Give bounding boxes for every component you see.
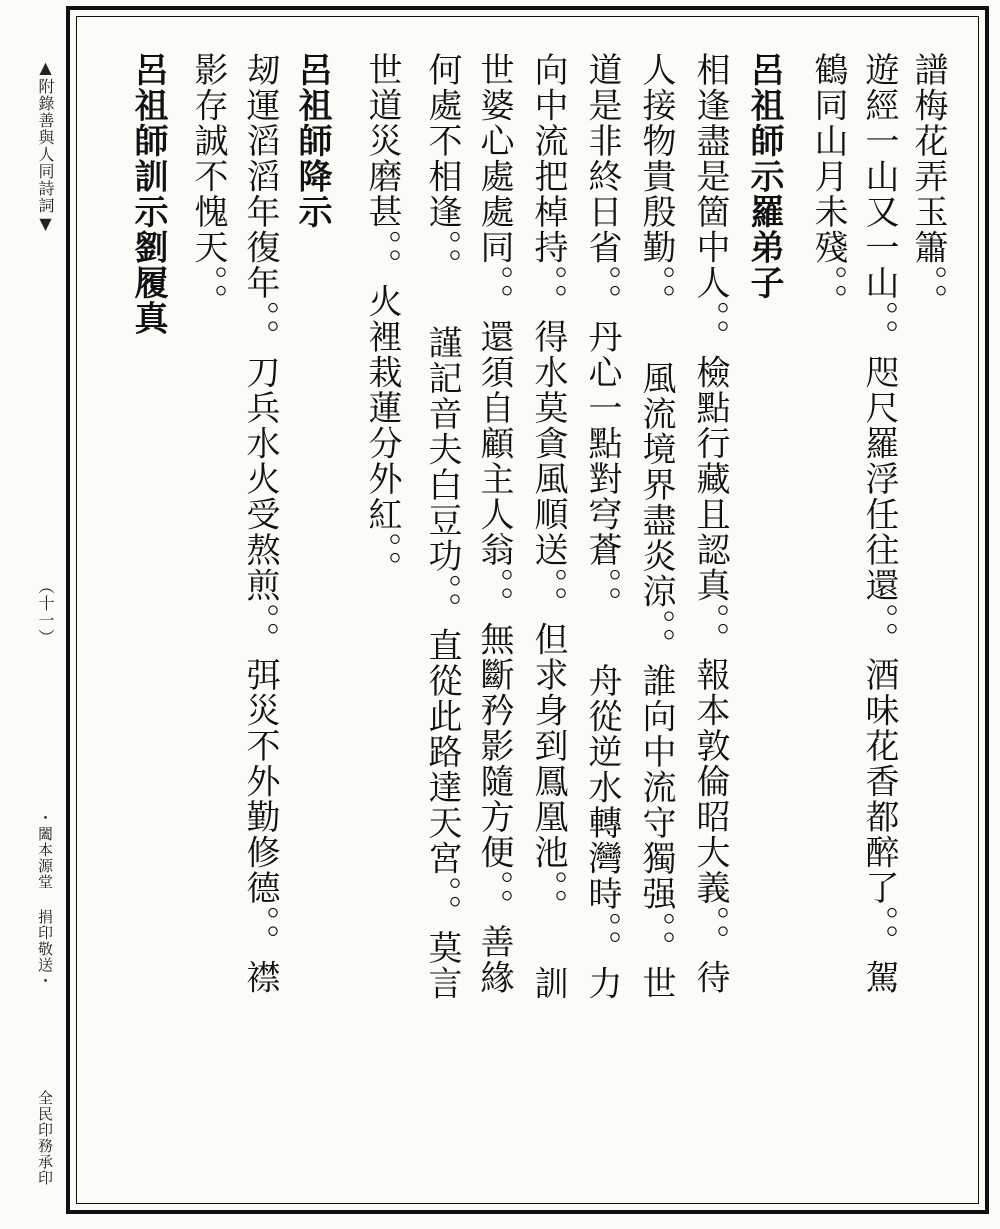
text-column-2: 遊經一山又一山。。咫尺羅浮任往還。。酒味花香都醉了。。駕 xyxy=(859,52,899,995)
poem-heading-1: 呂祖師示羅弟子 xyxy=(744,52,784,301)
text-column-13: 刼運滔滔年復年。。刀兵水火受熬煎。。弭災不外勤修德。。襟 xyxy=(240,52,280,995)
text-column-9: 世婆心處處同。。還須自顧主人翁。。無斷矜影隨方便。。善緣 xyxy=(474,52,514,995)
text-column-5: 相逢盡是箇中人。。檢點行藏且認真。。報本敦倫昭大義。。待 xyxy=(690,52,730,995)
text-column-1: 譜梅花弄玉簫。。 xyxy=(908,52,948,319)
text-column-3: 鶴同山月未殘。。 xyxy=(808,52,848,319)
margin-page-number: （十一） xyxy=(36,578,55,646)
text-column-10: 何處不相逢。。 謹記音夫白豆功。。直從此路達天宮。。莫言 xyxy=(422,52,462,1001)
text-column-14: 影存誠不愧天。。 xyxy=(188,52,228,319)
poem-heading-2: 呂祖師降示 xyxy=(292,52,332,230)
margin-printer-note: 全民印務承印 xyxy=(36,1090,54,1186)
text-column-7: 道是非終日省。。丹心一點對穹蒼。。 舟從逆水轉灣時。。力 xyxy=(582,52,622,1001)
margin-book-title: ▲附錄善與人同詩詞▼ xyxy=(36,58,55,234)
poem-heading-3: 呂祖師訓示劉履真 xyxy=(128,52,168,336)
text-column-8: 向中流把棹持。。得水莫貪風順送。。但求身到鳳凰池。。 訓 xyxy=(528,52,568,1001)
text-column-6: 人接物貴殷勤。。 風流境界盡炎涼。。誰向中流守獨强。。世 xyxy=(636,52,676,1001)
text-column-11: 世道災磨甚。。火裡栽蓮分外紅。。 xyxy=(362,52,402,586)
margin-publisher-note: ・闔本源堂 捐印敬送・ xyxy=(36,810,54,989)
